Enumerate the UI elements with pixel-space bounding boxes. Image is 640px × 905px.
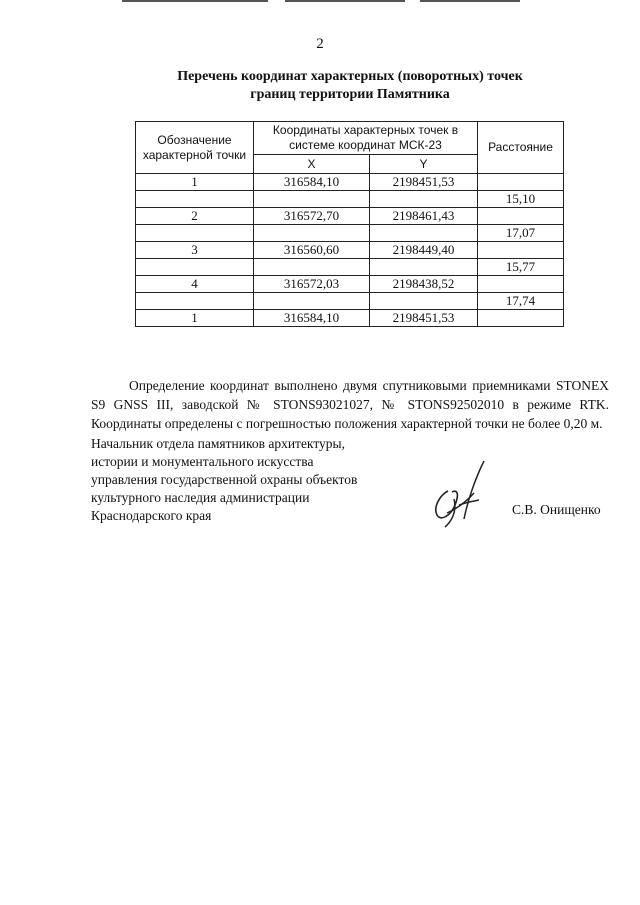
cell-x: [254, 259, 370, 276]
table-row: [136, 259, 564, 276]
cell-point: [136, 191, 254, 208]
table-row: [136, 242, 564, 259]
position-line: Начальник отдела памятников архитектуры,: [91, 436, 345, 451]
cell-y: [370, 225, 478, 242]
cell-y: 2198438,52: [370, 276, 478, 293]
cell-x: [254, 191, 370, 208]
table-row: [136, 174, 564, 191]
handwritten-signature: [418, 455, 488, 533]
cell-x: 316560,60: [254, 242, 370, 259]
cell-x: [254, 293, 370, 310]
cell-point: [136, 225, 254, 242]
cell-x: 316584,10: [254, 310, 370, 327]
cell-point: [136, 293, 254, 310]
signer-name: С.В. Онищенко: [512, 502, 601, 517]
position-line: Краснодарского края: [91, 508, 212, 523]
cell-point: 3: [136, 242, 254, 259]
position-line: управления государственной охраны объектов: [91, 472, 358, 487]
header-point: Обозначение характерной точки: [136, 122, 254, 174]
cell-point: 2: [136, 208, 254, 225]
cell-y: 2198449,40: [370, 242, 478, 259]
cell-x: 316584,10: [254, 174, 370, 191]
scan-edge-line: [420, 0, 520, 2]
cell-distance: 15,10: [478, 191, 564, 208]
cell-distance: [478, 242, 564, 259]
table-row: [136, 225, 564, 242]
cell-y: [370, 293, 478, 310]
cell-distance: 17,07: [478, 225, 564, 242]
cell-point: 1: [136, 310, 254, 327]
table-row: [136, 191, 564, 208]
cell-point: 1: [136, 174, 254, 191]
page-number: 2: [316, 36, 324, 52]
document-title: [60, 68, 640, 104]
coordinates-table: [135, 121, 564, 327]
cell-x: 316572,03: [254, 276, 370, 293]
signatory-position: [91, 435, 357, 525]
cell-distance: [478, 310, 564, 327]
cell-distance: [478, 208, 564, 225]
title-line: границ территории Памятника: [250, 87, 450, 102]
table-row: [136, 208, 564, 225]
header-x: X: [254, 155, 370, 174]
cell-x: [254, 225, 370, 242]
cell-y: 2198451,53: [370, 310, 478, 327]
cell-distance: [478, 174, 564, 191]
cell-y: 2198461,43: [370, 208, 478, 225]
table-row: [136, 276, 564, 293]
header-y: Y: [370, 155, 478, 174]
position-line: истории и монументального искусства: [91, 454, 314, 469]
position-line: культурного наследия администрации: [91, 490, 310, 505]
cell-distance: 17,74: [478, 293, 564, 310]
cell-point: [136, 259, 254, 276]
cell-x: 316572,70: [254, 208, 370, 225]
table-row: [136, 310, 564, 327]
cell-point: 4: [136, 276, 254, 293]
cell-distance: [478, 276, 564, 293]
title-line: Перечень координат характерных (поворотных) точек: [177, 69, 523, 84]
header-distance: Расстояние: [478, 122, 564, 174]
header-coordinates: Координаты характерных точек в системе координат МСК-23: [254, 122, 478, 155]
cell-y: [370, 191, 478, 208]
methodology-paragraph: Определение координат выполнено двумя спутниковыми приемниками STONEX S9 GNSS III, заводской № STONS93021027, № STONS92502010 в режиме RTK. Координаты определены с погрешностью положения характерной точки не более 0,20 м.: [91, 378, 609, 431]
scan-edge-line: [122, 0, 268, 2]
cell-y: [370, 259, 478, 276]
cell-y: 2198451,53: [370, 174, 478, 191]
cell-distance: 15,77: [478, 259, 564, 276]
scan-edge-line: [285, 0, 405, 2]
table-row: [136, 293, 564, 310]
